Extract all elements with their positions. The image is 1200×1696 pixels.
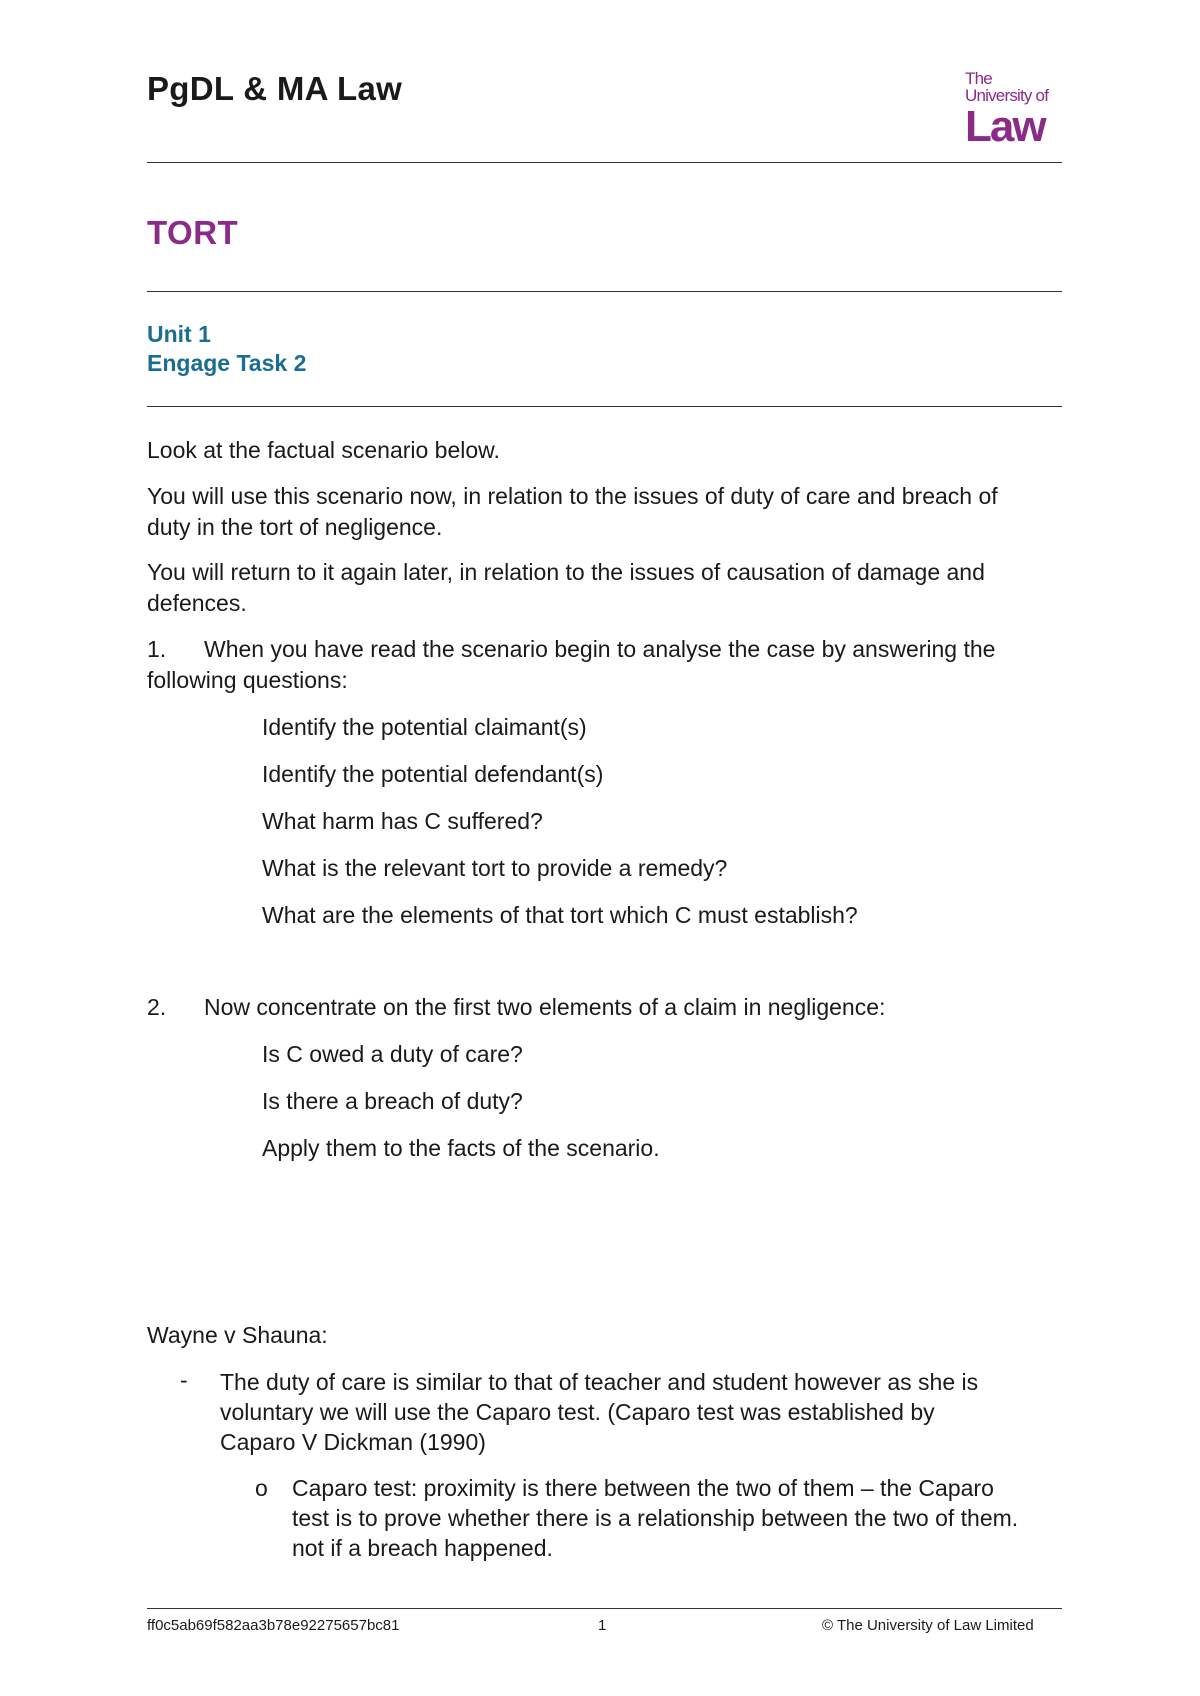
notes-bullet-1: The duty of care is similar to that of teacher and student however as she is voluntary we will use the Caparo test. (Caparo test was established by Caparo V Dickman (1990) [220,1369,979,1455]
question-1-item: What is the relevant tort to provide a remedy? [262,855,728,881]
intro-paragraph-3: You will return to it again later, in relation to the issues of causation of damage and defences. [147,559,985,616]
footer-page-number: 1 [598,1617,607,1634]
logo-line-law: Law [965,102,1045,151]
question-2-item: Is C owed a duty of care? [262,1041,523,1067]
question-1: 1. When you have read the scenario begin to analyse the case by answering the following questions: [147,636,996,693]
footer-copyright: © The University of Law Limited [822,1617,1034,1634]
notes-sub-bullet-1: Caparo test: proximity is there between the two of them – the Caparo test is to prove whether there is a relationship between the two of them. not if a breach happened. [292,1475,1019,1561]
footer-document-id: ff0c5ab69f582aa3b78e92275657bc81 [147,1617,400,1634]
intro-paragraph-2: You will use this scenario now, in relation to the issues of duty of care and breach of duty in the tort of negligence. [147,483,998,540]
question-1-item: Identify the potential defendant(s) [262,761,604,787]
task-title: Engage Task 2 [147,350,307,376]
unit-heading [147,320,306,378]
footer-divider [147,1608,1062,1609]
unit-number: Unit 1 [147,321,211,347]
question-1-item: What are the elements of that tort which C must establish? [262,902,858,928]
question-2: 2. Now concentrate on the first two elements of a claim in negligence: [147,992,1067,1023]
header-title: PgDL & MA Law [147,70,403,107]
header-divider [147,162,1062,163]
subject-divider [147,291,1062,292]
notes-heading: Wayne v Shauna: [147,1322,328,1348]
unit-divider [147,406,1062,407]
question-2-item: Is there a breach of duty? [262,1088,523,1114]
circle-bullet-marker: o [255,1475,268,1501]
question-2-item: Apply them to the facts of the scenario. [262,1135,660,1161]
logo-line-the: The [965,69,992,88]
question-1-item: What harm has C suffered? [262,808,543,834]
dash-bullet-marker: - [180,1367,188,1393]
question-1-number: 1. [147,636,167,662]
logo-line-university-of: University of [965,86,1049,105]
question-2-number: 2. [147,994,167,1020]
subject-title: TORT [147,214,239,251]
intro-paragraph-1: Look at the factual scenario below. [147,437,500,463]
question-1-item: Identify the potential claimant(s) [262,714,587,740]
university-of-law-logo [965,69,1065,151]
